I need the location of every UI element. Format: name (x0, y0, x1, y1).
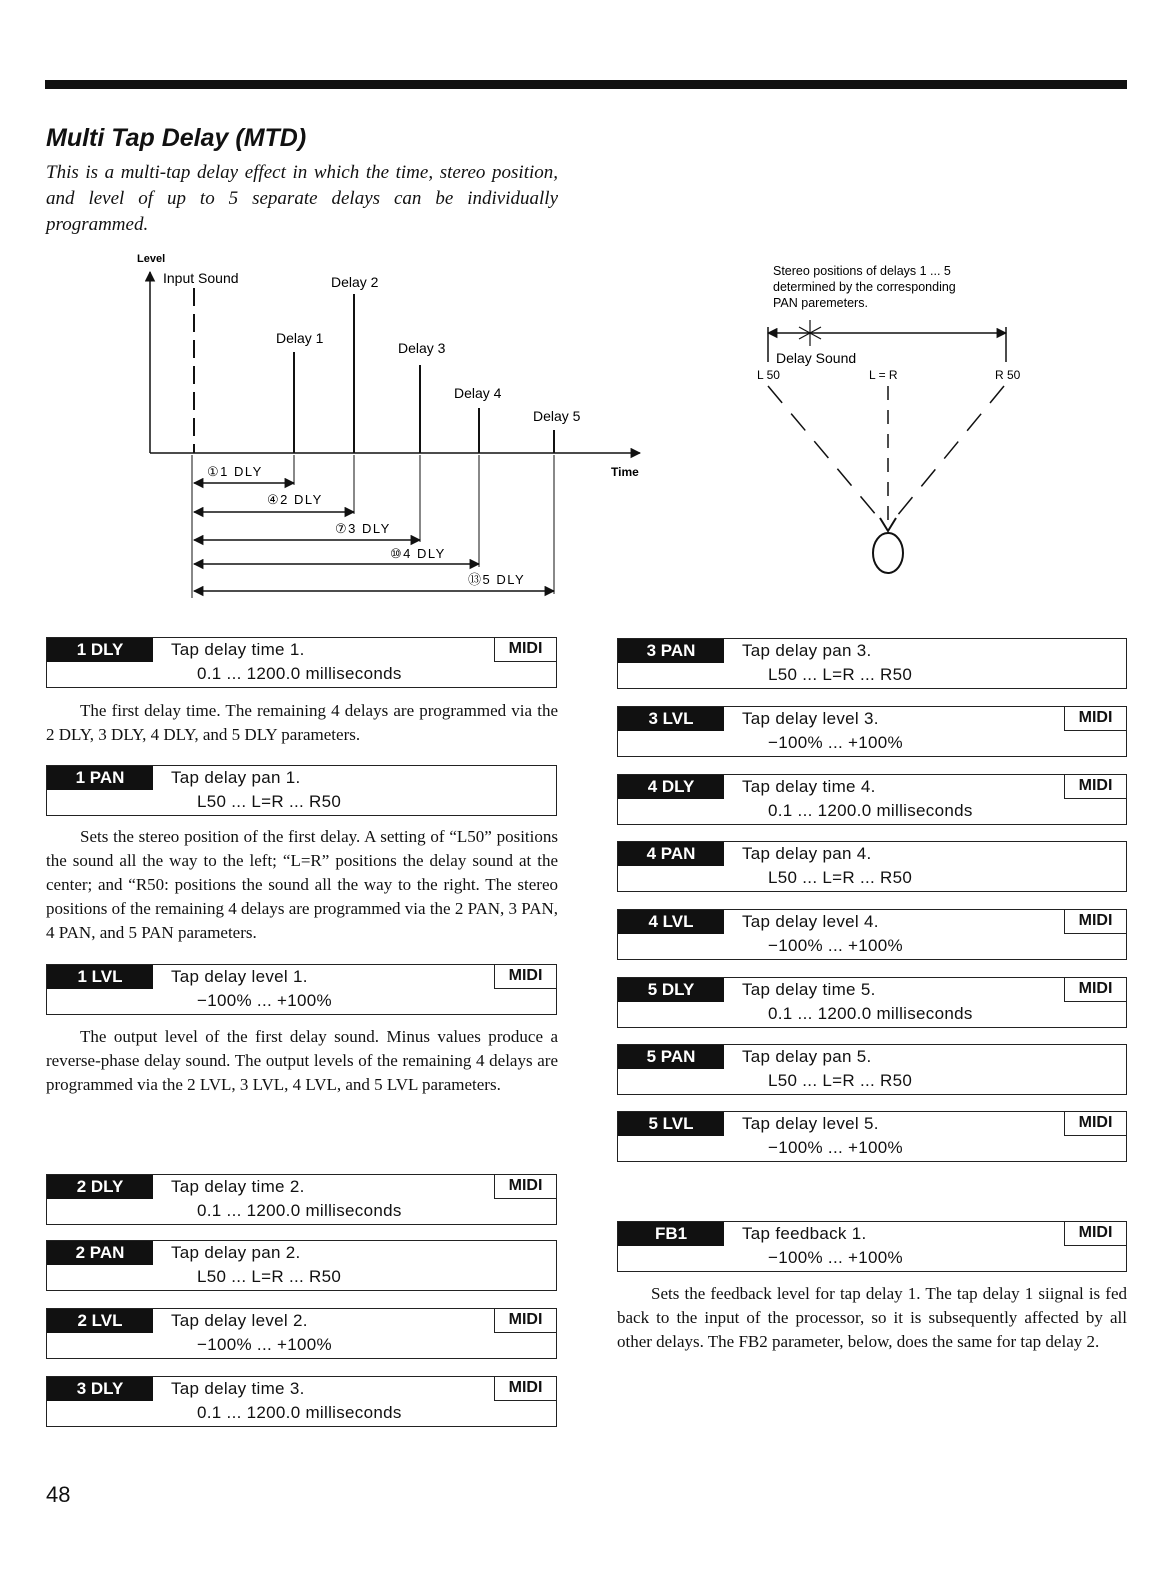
param-name: Tap delay pan 2. (171, 1243, 301, 1262)
param-name: Tap delay time 3. (171, 1379, 305, 1398)
param-3-pan (617, 638, 1127, 689)
delay-4-label: Delay 4 (454, 385, 502, 401)
param-4-lvl (617, 909, 1127, 960)
y-axis-label: Level (137, 253, 166, 265)
param-tag: 1 LVL (47, 965, 153, 989)
param-range: −100% ... +100% (197, 991, 332, 1010)
arrow-1-dly-label: ①1 DLY (207, 464, 263, 479)
param-4-dly (617, 774, 1127, 825)
param-range: L50 ... L=R ... R50 (197, 792, 342, 811)
param-2-pan (46, 1240, 557, 1291)
param-3-dly (46, 1376, 557, 1427)
param-name: Tap delay level 3. (742, 709, 879, 728)
param-name: Tap delay level 4. (742, 912, 879, 931)
param-tag: 2 DLY (47, 1175, 153, 1199)
stereo-caption-line-3: PAN paremeters. (773, 296, 868, 310)
arrow-2-dly-label: ④2 DLY (267, 492, 323, 507)
arrow-3-dly-label: ⑦3 DLY (335, 521, 391, 536)
param-name: Tap delay time 2. (171, 1177, 305, 1196)
param-name: Tap delay time 5. (742, 980, 876, 999)
param-tag: 2 LVL (47, 1309, 153, 1333)
midi-badge: MIDI (494, 1309, 556, 1333)
param-tag: 4 PAN (618, 842, 724, 866)
delay-3-label: Delay 3 (398, 340, 446, 356)
midi-badge: MIDI (494, 1377, 556, 1401)
param-name: Tap delay time 4. (742, 777, 876, 796)
param-name: Tap delay pan 4. (742, 844, 872, 863)
param-tag: FB1 (618, 1222, 724, 1246)
param-range: L50 ... L=R ... R50 (768, 665, 913, 684)
param-4-pan (617, 841, 1127, 892)
delay-2-label: Delay 2 (331, 274, 379, 290)
param-range: 0.1 ... 1200.0 milliseconds (197, 664, 402, 683)
param-range: 0.1 ... 1200.0 milliseconds (197, 1201, 402, 1220)
param-range: 0.1 ... 1200.0 milliseconds (197, 1403, 402, 1422)
param-fb1 (617, 1221, 1127, 1272)
param-5-pan (617, 1044, 1127, 1095)
param-range: −100% ... +100% (768, 733, 903, 752)
param-2-lvl (46, 1308, 557, 1359)
midi-badge: MIDI (1064, 1112, 1126, 1136)
param-name: Tap delay level 1. (171, 967, 308, 986)
delay-1-label: Delay 1 (276, 330, 324, 346)
param-tag: 5 LVL (618, 1112, 724, 1136)
param-name: Tap delay level 5. (742, 1114, 879, 1133)
midi-badge: MIDI (1064, 707, 1126, 731)
param-tag: 3 DLY (47, 1377, 153, 1401)
param-range: −100% ... +100% (768, 936, 903, 955)
param-range: L50 ... L=R ... R50 (768, 1071, 913, 1090)
x-axis-label: Time (611, 465, 639, 479)
param-range: 0.1 ... 1200.0 milliseconds (768, 1004, 973, 1023)
midi-badge: MIDI (1064, 910, 1126, 934)
param-range: L50 ... L=R ... R50 (768, 868, 913, 887)
param-tag: 1 DLY (47, 638, 153, 662)
param-tag: 3 LVL (618, 707, 724, 731)
param-range: L50 ... L=R ... R50 (197, 1267, 342, 1286)
section-title: Multi Tap Delay (MTD) (46, 124, 307, 152)
param-2-dly (46, 1174, 557, 1225)
param-name: Tap delay pan 5. (742, 1047, 872, 1066)
param-name: Tap delay pan 1. (171, 768, 301, 787)
stereo-position-diagram (750, 258, 1040, 583)
param-tag: 5 PAN (618, 1045, 724, 1069)
intro-text: This is a multi-tap delay effect in which the time, stereo position, and level of up to 5 separate delays can be individually programmed. (46, 162, 558, 235)
param-tag: 5 DLY (618, 978, 724, 1002)
arrow-5-dly-label: ⑬5 DLY (468, 572, 526, 587)
description-fb1: Sets the feedback level for tap delay 1. The tap delay 1 siignal is fed back to the input of the processor, so it is subsequently affected by all other delays. The FB2 parameter, below, does the same for tap delay 2. (617, 1284, 1127, 1351)
param-1-lvl (46, 964, 557, 1015)
param-tag: 4 DLY (618, 775, 724, 799)
param-range: −100% ... +100% (768, 1138, 903, 1157)
param-3-lvl (617, 706, 1127, 757)
param-name: Tap delay pan 3. (742, 641, 872, 660)
left-pan-line (768, 386, 882, 522)
param-1-pan (46, 765, 557, 816)
delay-5-label: Delay 5 (533, 408, 581, 424)
stereo-caption-line-1: Stereo positions of delays 1 ... 5 (773, 264, 951, 278)
stereo-left-label: L 50 (757, 368, 780, 382)
delay-sound-label: Delay Sound (776, 350, 857, 366)
param-range: 0.1 ... 1200.0 milliseconds (768, 801, 973, 820)
param-name: Tap delay time 1. (171, 640, 305, 659)
midi-badge: MIDI (1064, 775, 1126, 799)
param-name: Tap delay level 2. (171, 1311, 308, 1330)
input-sound-label: Input Sound (163, 270, 239, 286)
param-tag: 4 LVL (618, 910, 724, 934)
midi-badge: MIDI (494, 638, 556, 662)
delay-timing-diagram (130, 248, 660, 608)
stereo-center-label: L = R (869, 368, 898, 382)
description-1-lvl: The output level of the first delay sound. Minus values produce a reverse-phase delay sound. The output levels of the remaining 4 delays are programmed via the 2 LVL, 3 LVL, 4 LVL, and 5 LVL parameters. (46, 1027, 558, 1094)
stereo-caption-line-2: determined by the corresponding (773, 280, 956, 294)
description-1-dly: The first delay time. The remaining 4 delays are programmed via the 2 DLY, 3 DLY, 4 DLY, and 5 DLY parameters. (46, 701, 558, 744)
param-tag: 2 PAN (47, 1241, 153, 1265)
midi-badge: MIDI (494, 1175, 556, 1199)
param-range: −100% ... +100% (768, 1248, 903, 1267)
page-number: 48 (46, 1482, 71, 1507)
param-5-lvl (617, 1111, 1127, 1162)
stereo-right-label: R 50 (995, 368, 1021, 382)
header-rule (45, 80, 1127, 89)
arrow-4-dly-label: ⑩4 DLY (390, 546, 446, 561)
listener-head-icon (873, 518, 903, 573)
param-name: Tap feedback 1. (742, 1224, 867, 1243)
midi-badge: MIDI (1064, 1222, 1126, 1246)
param-1-dly (46, 637, 557, 688)
midi-badge: MIDI (1064, 978, 1126, 1002)
midi-badge: MIDI (494, 965, 556, 989)
param-range: −100% ... +100% (197, 1335, 332, 1354)
param-5-dly (617, 977, 1127, 1028)
right-pan-line (892, 386, 1004, 522)
param-tag: 1 PAN (47, 766, 153, 790)
description-1-pan: Sets the stereo position of the first delay. A setting of “L50” positions the sound all the way to the left; “L=R” positions the delay sound at the center; and “R50: positions the sound all the way to the right. The stereo positions of the remaining 4 delays are programmed via the 2 PAN, 3 PAN, 4 PAN, and 5 PAN parameters. (46, 827, 558, 942)
param-tag: 3 PAN (618, 639, 724, 663)
